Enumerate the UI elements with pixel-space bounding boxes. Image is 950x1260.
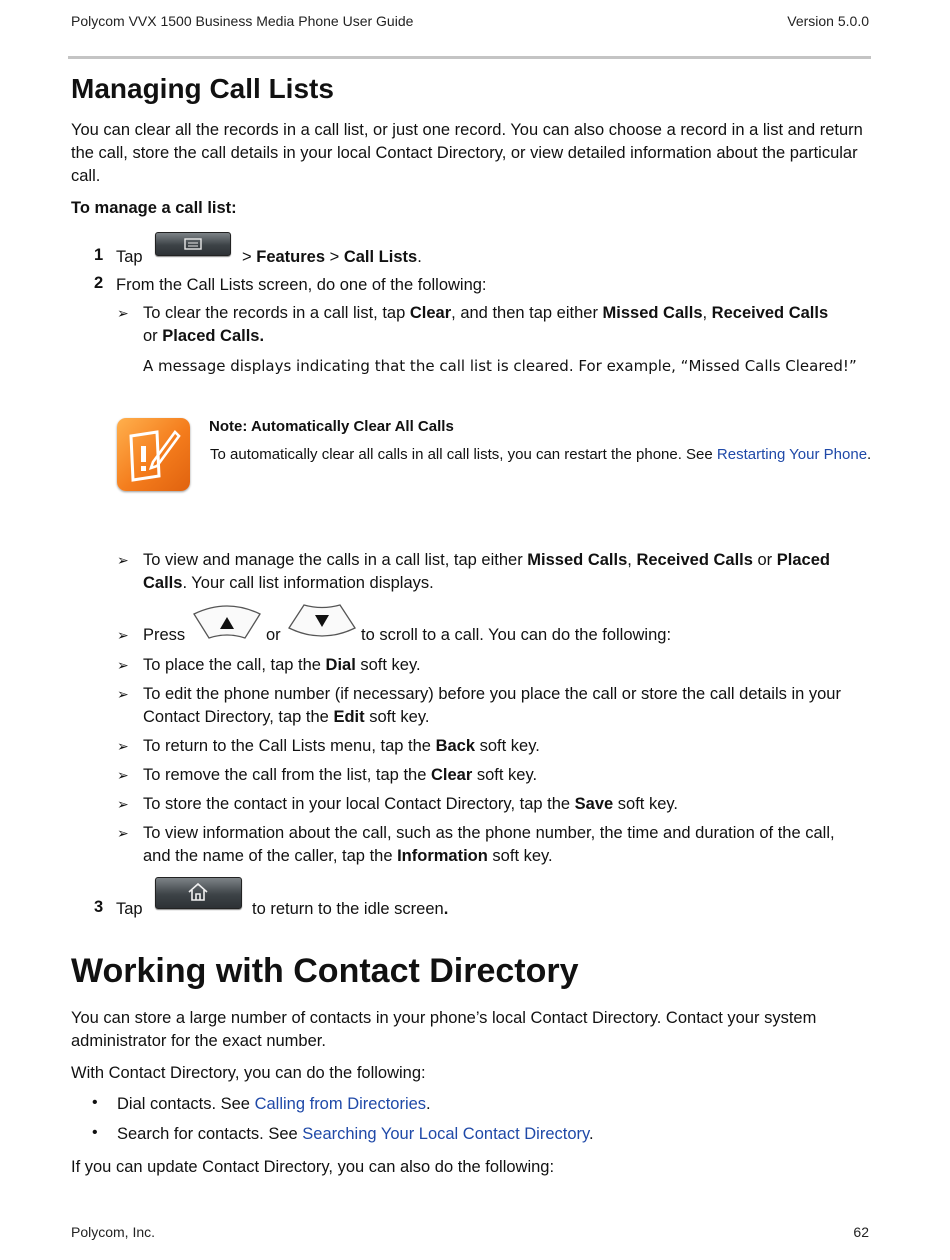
bullet-arrow: ➢	[117, 825, 129, 841]
note-body: To automatically clear all calls in all call lists, you can restart the phone. See	[210, 446, 717, 463]
text: , and then tap either	[451, 304, 603, 322]
home-key	[155, 877, 242, 909]
back-label: Back	[435, 737, 476, 755]
page-number: 62	[853, 1224, 869, 1240]
text: .	[589, 1125, 594, 1143]
header-version: Version 5.0.0	[787, 13, 869, 29]
placed-label: Placed	[776, 551, 830, 569]
text: Contact Directory, tap the	[143, 708, 334, 726]
text: Dial contacts. See	[117, 1095, 255, 1113]
missed-calls-label: Missed Calls	[602, 304, 703, 322]
text: soft key.	[613, 795, 679, 813]
bullet-dial	[143, 654, 421, 677]
contact-can-do: With Contact Directory, you can do the following:	[71, 1064, 426, 1082]
text: soft key.	[475, 737, 540, 755]
contact-update: If you can update Contact Directory, you can also do the following:	[71, 1158, 555, 1176]
step1-features: Features	[256, 248, 326, 266]
header-title: Polycom VVX 1500 Business Media Phone User Guide	[71, 13, 414, 29]
home-key-icon	[156, 878, 241, 908]
press-label: Press	[143, 626, 186, 644]
intro-paragraph: You can clear all the records in a call list, or just one record. You can also choose a record in a list and return the call, store the call details in your local Contact Directory, or view detailed information about the particular call.	[71, 121, 863, 185]
searching-contact-directory-link[interactable]: Searching Your Local Contact Directory	[302, 1125, 590, 1143]
edit-label: Edit	[333, 708, 365, 726]
menu-key-icon	[156, 233, 230, 255]
calls-label: Calls	[143, 574, 183, 592]
step1-call-lists: Call Lists	[343, 248, 418, 266]
text: soft key.	[472, 766, 538, 784]
menu-key	[155, 232, 231, 256]
or-label: or	[266, 626, 281, 644]
bullet-arrow: ➢	[117, 657, 129, 673]
bullet-arrow: ➢	[117, 738, 129, 754]
step-number-3: 3	[94, 898, 104, 916]
text: To clear the records in a call list, tap	[143, 304, 410, 322]
step3-text	[252, 898, 448, 921]
text: To place the call, tap the	[143, 656, 326, 674]
placed-calls-label: Placed Calls.	[162, 327, 265, 345]
step1-path	[242, 246, 422, 269]
bullet-save	[143, 793, 678, 816]
text: to return to the idle screen	[252, 900, 444, 918]
bullet-dot: •	[92, 1124, 98, 1141]
scroll-down-icon	[286, 602, 358, 638]
procedure-heading: To manage a call list:	[71, 199, 237, 217]
text: ,	[702, 304, 712, 322]
bullet-arrow: ➢	[117, 767, 129, 783]
bullet-arrow: ➢	[117, 796, 129, 812]
step1-dot: .	[417, 248, 422, 266]
bullet-clear-records	[143, 302, 883, 348]
note-title: Note: Automatically Clear All Calls	[209, 418, 454, 435]
step-number-2: 2	[94, 274, 104, 292]
note-text	[210, 446, 871, 463]
bullet-remove	[143, 764, 537, 787]
text: soft key.	[487, 847, 553, 865]
contact-intro: You can store a large number of contacts in your phone’s local Contact Directory. Contact your system administrator for the exact number.	[71, 1009, 817, 1050]
step-number-1: 1	[94, 246, 104, 264]
text: soft key.	[355, 656, 421, 674]
text: To store the contact in your local Contact Directory, tap the	[143, 795, 575, 813]
bullet-view-calls	[143, 549, 883, 595]
cleared-message: A message displays indicating that the call list is cleared. For example, “Missed Calls Cleared!”	[143, 357, 857, 375]
text: soft key.	[364, 708, 430, 726]
text: Search for contacts. See	[117, 1125, 303, 1143]
bullet-dot: •	[92, 1094, 98, 1111]
bullet-information	[143, 822, 903, 868]
bullet-back	[143, 735, 540, 758]
bullet-arrow: ➢	[117, 305, 129, 321]
bullet-arrow: ➢	[117, 627, 129, 643]
bullet-search-contacts	[117, 1123, 594, 1146]
clear-label: Clear	[430, 766, 473, 784]
bullet-arrow: ➢	[117, 686, 129, 702]
bullet-edit	[143, 683, 903, 729]
bullet-arrow: ➢	[117, 552, 129, 568]
step1-gt2: >	[325, 248, 344, 266]
clear-label: Clear	[409, 304, 452, 322]
text: .	[426, 1095, 431, 1113]
missed-calls-label: Missed Calls	[527, 551, 628, 569]
header-rule	[68, 56, 871, 59]
text: or	[143, 327, 163, 345]
footer-company: Polycom, Inc.	[71, 1224, 156, 1240]
step1-gt1: >	[242, 248, 257, 266]
dial-label: Dial	[325, 656, 356, 674]
text: .	[443, 900, 449, 918]
information-label: Information	[397, 847, 488, 865]
scroll-up-icon	[191, 604, 263, 640]
restarting-phone-link[interactable]: Restarting Your Phone	[716, 446, 868, 463]
text: ,	[627, 551, 637, 569]
text: To remove the call from the list, tap the	[143, 766, 431, 784]
text: To return to the Call Lists menu, tap the	[143, 737, 436, 755]
text: and the name of the caller, tap the	[143, 847, 398, 865]
received-calls-label: Received Calls	[711, 304, 829, 322]
calling-from-directories-link[interactable]: Calling from Directories	[254, 1095, 427, 1113]
received-calls-label: Received Calls	[636, 551, 753, 569]
section-title-contact-directory: Working with Contact Directory	[71, 952, 579, 990]
text: To edit the phone number (if necessary) before you place the call or store the call details in your	[143, 685, 841, 703]
press-rest: to scroll to a call. You can do the following:	[361, 626, 672, 644]
note-icon	[117, 418, 190, 491]
text: . Your call list information displays.	[182, 574, 434, 592]
text: To view information about the call, such as the phone number, the time and duration of the call,	[143, 824, 835, 842]
step3-tap: Tap	[116, 900, 143, 918]
save-label: Save	[574, 795, 614, 813]
text: or	[752, 551, 777, 569]
step2-text: From the Call Lists screen, do one of the following:	[116, 276, 487, 294]
text: .	[867, 446, 872, 463]
text: To view and manage the calls in a call list, tap either	[143, 551, 528, 569]
section-title-call-lists: Managing Call Lists	[71, 73, 334, 104]
bullet-dial-contacts	[117, 1093, 431, 1116]
step1-tap: Tap	[116, 248, 143, 266]
